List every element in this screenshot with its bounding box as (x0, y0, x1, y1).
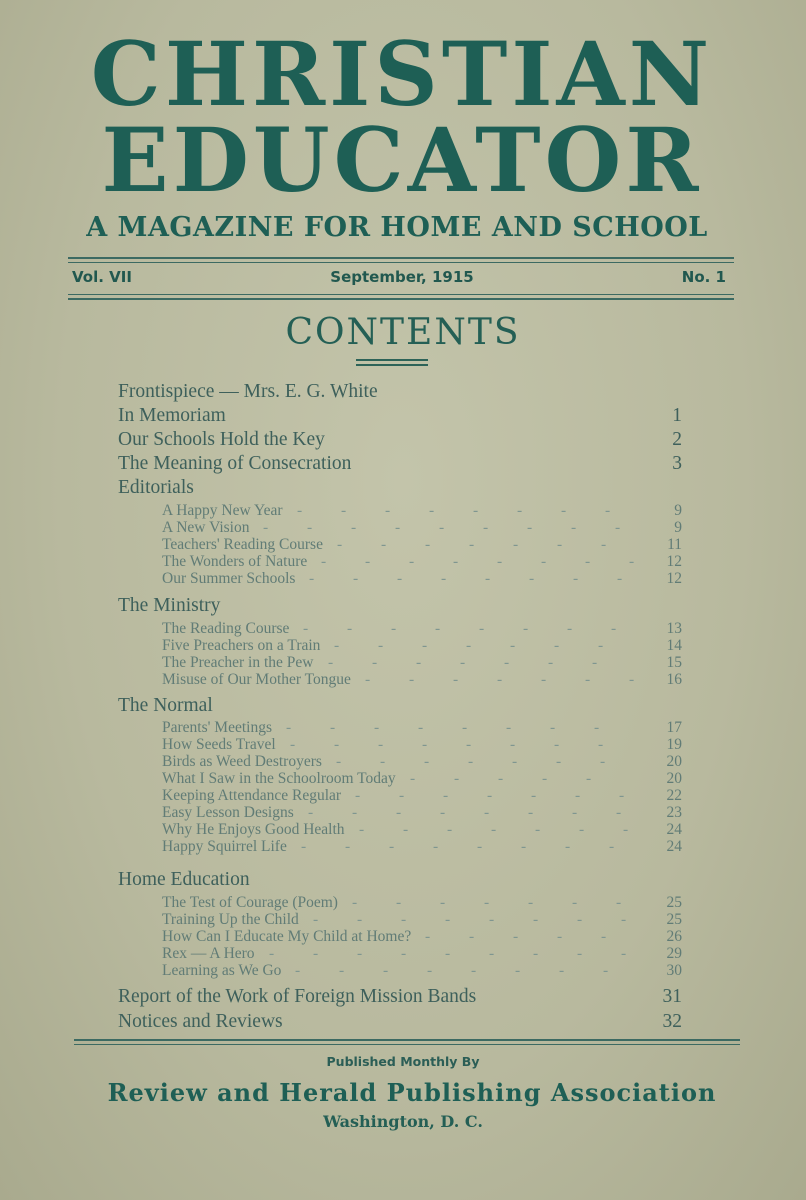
leader-dash: - (336, 753, 342, 770)
toc-entry-title: Parents' Meetings (162, 719, 272, 736)
leader-dash: - (541, 553, 547, 570)
toc-entry-title: How Seeds Travel (162, 736, 276, 753)
leader-dash: - (297, 502, 303, 519)
toc-entry (118, 986, 682, 1008)
leader-dash: - (473, 502, 479, 519)
leader-dash: - (353, 570, 359, 587)
leader-dash: - (471, 962, 477, 979)
leader-dash: - (498, 770, 504, 787)
leader-dash: - (425, 928, 431, 945)
leader-dash: - (611, 620, 617, 637)
toc-entry-title: Learning as We Go (162, 962, 282, 979)
divider-rule (74, 1044, 740, 1045)
toc-entry-title: Misuse of Our Mother Tongue (162, 671, 351, 688)
leader-dash: - (573, 570, 579, 587)
leader-dash: - (477, 838, 483, 855)
leader-dash: - (515, 962, 521, 979)
leader-dash: - (487, 787, 493, 804)
contents-underline (356, 364, 428, 366)
leader-dash: - (617, 570, 623, 587)
leader-dash: - (575, 787, 581, 804)
toc-entry (118, 595, 682, 617)
leader-dash: - (389, 838, 395, 855)
leader-dash: - (339, 962, 345, 979)
leader-dash: - (483, 519, 489, 536)
leader-dash: - (396, 804, 402, 821)
toc-entry-page: 12 (666, 553, 682, 570)
leader-dash: - (601, 928, 607, 945)
leader-dash: - (577, 945, 583, 962)
toc-entry (118, 405, 682, 427)
toc-entry-title: Our Summer Schools (162, 570, 296, 587)
toc-entry (118, 695, 682, 717)
leader-dash: - (395, 519, 401, 536)
toc-entry-page: 32 (662, 1011, 682, 1032)
leader-dash: - (550, 719, 556, 736)
leader-dash: - (556, 753, 562, 770)
leader-dash: - (468, 753, 474, 770)
leader-dash: - (523, 620, 529, 637)
toc-entry-page: 9 (674, 519, 682, 536)
leader-dash: - (410, 770, 416, 787)
leader-dash: - (269, 945, 275, 962)
leader-dash: - (629, 671, 635, 688)
toc-entry-title: The Wonders of Nature (162, 553, 308, 570)
leader-dash: - (594, 719, 600, 736)
leader-dash: - (466, 637, 472, 654)
leader-dash: - (330, 719, 336, 736)
leader-dash: - (357, 945, 363, 962)
leader-dash: - (517, 502, 523, 519)
leader-dash: - (286, 719, 292, 736)
leader-dash: - (425, 536, 431, 553)
leader-dash: - (385, 502, 391, 519)
leader-dash: - (460, 654, 466, 671)
divider-rule (74, 1039, 740, 1041)
toc-entry-title: The Meaning of Consecration (118, 453, 352, 474)
leader-dash: - (290, 736, 296, 753)
leader-dash: - (565, 838, 571, 855)
leader-dash: - (439, 519, 445, 536)
leader-dash: - (616, 804, 622, 821)
leader-dash: - (469, 928, 475, 945)
leader-dash: - (403, 821, 409, 838)
leader-dash: - (619, 787, 625, 804)
masthead-title-line2: EDUCATOR (101, 108, 703, 212)
toc-entry (118, 477, 682, 499)
toc-entry-page: 22 (666, 787, 682, 804)
leader-dash: - (441, 570, 447, 587)
contents-heading: CONTENTS (285, 312, 521, 353)
leader-dash: - (381, 536, 387, 553)
leader-dash: - (629, 553, 635, 570)
leader-dash: - (559, 962, 565, 979)
leader-dash: - (355, 787, 361, 804)
toc-entry-title: Frontispiece — Mrs. E. G. White (118, 381, 378, 402)
leader-dash: - (365, 553, 371, 570)
leader-dash: - (445, 945, 451, 962)
leader-dash: - (453, 671, 459, 688)
leader-dash: - (579, 821, 585, 838)
toc-subentry (162, 962, 682, 984)
leader-dash: - (554, 736, 560, 753)
leader-dash: - (427, 962, 433, 979)
leader-dash: - (554, 637, 560, 654)
toc-entry-page: 30 (666, 962, 682, 979)
leader-dash: - (489, 911, 495, 928)
toc-entry-page: 24 (666, 838, 682, 855)
toc-entry-title: Keeping Attendance Regular (162, 787, 342, 804)
leader-dash: - (609, 838, 615, 855)
toc-entry-page: 12 (666, 570, 682, 587)
issue-number: No. 1 (681, 268, 726, 286)
leader-dash: - (585, 553, 591, 570)
leader-dash: - (359, 821, 365, 838)
leader-dash: - (592, 654, 598, 671)
leader-dash: - (513, 928, 519, 945)
leader-dash: - (313, 945, 319, 962)
divider-rule (68, 262, 734, 263)
leader-dash: - (309, 570, 315, 587)
leader-dash: - (623, 821, 629, 838)
masthead-subtitle: A MAGAZINE FOR HOME AND SCHOOL (86, 212, 708, 243)
toc-entry-page: 14 (666, 637, 682, 654)
leader-dash: - (535, 821, 541, 838)
leader-dash: - (572, 804, 578, 821)
leader-dash: - (399, 787, 405, 804)
toc-entry-page: 15 (666, 654, 682, 671)
leader-dash: - (621, 911, 627, 928)
toc-entry (118, 381, 682, 403)
toc-entry-title: Five Preachers on a Train (162, 637, 321, 654)
issue-date: September, 1915 (330, 268, 474, 286)
leader-dash: - (365, 671, 371, 688)
leader-dash: - (409, 671, 415, 688)
toc-entry-page: 24 (666, 821, 682, 838)
leader-dash: - (401, 945, 407, 962)
toc-entry-page: 20 (666, 753, 682, 770)
toc-entry-title: Rex — A Hero (162, 945, 255, 962)
leader-dash: - (497, 671, 503, 688)
toc-entry-page: 9 (674, 502, 682, 519)
leader-dash: - (572, 894, 578, 911)
leader-dash: - (391, 620, 397, 637)
leader-dash: - (295, 962, 301, 979)
leader-dash: - (429, 502, 435, 519)
leader-dash: - (504, 654, 510, 671)
leader-dash: - (422, 736, 428, 753)
toc-entry-page: 11 (667, 536, 682, 553)
toc-entry-title: Happy Squirrel Life (162, 838, 287, 855)
published-line: Published Monthly By (326, 1054, 480, 1069)
leader-dash: - (337, 536, 343, 553)
leader-dash: - (345, 838, 351, 855)
leader-dash: - (374, 719, 380, 736)
toc-entry-page: 29 (666, 945, 682, 962)
leader-dash: - (409, 553, 415, 570)
leader-dash: - (443, 787, 449, 804)
leader-dash: - (445, 911, 451, 928)
toc-entry-page: 3 (672, 453, 682, 474)
toc-entry-title: Notices and Reviews (118, 1011, 283, 1032)
toc-entry-title: Training Up the Child (162, 911, 299, 928)
toc-entry-title: Birds as Weed Destroyers (162, 753, 322, 770)
leader-dash: - (542, 770, 548, 787)
toc-entry-title: Report of the Work of Foreign Mission Bands (118, 986, 477, 1007)
leader-dash: - (512, 753, 518, 770)
toc-entry (118, 453, 682, 475)
leader-dash: - (440, 804, 446, 821)
leader-dash: - (263, 519, 269, 536)
leader-dash: - (510, 736, 516, 753)
leader-dash: - (541, 671, 547, 688)
leader-dash: - (380, 753, 386, 770)
toc-entry (118, 869, 682, 891)
leader-dash: - (383, 962, 389, 979)
leader-dash: - (533, 911, 539, 928)
leader-dash: - (351, 519, 357, 536)
toc-entry-title: The Reading Course (162, 620, 290, 637)
toc-entry-title: The Normal (118, 695, 213, 716)
leader-dash: - (307, 519, 313, 536)
leader-dash: - (616, 894, 622, 911)
divider-rule (68, 257, 734, 259)
toc-entry-title: In Memoriam (118, 405, 226, 426)
leader-dash: - (422, 637, 428, 654)
leader-dash: - (397, 570, 403, 587)
leader-dash: - (521, 838, 527, 855)
toc-entry (118, 429, 682, 451)
leader-dash: - (571, 519, 577, 536)
toc-entry-page: 25 (666, 911, 682, 928)
leader-dash: - (484, 804, 490, 821)
toc-entry-title: Why He Enjoys Good Health (162, 821, 345, 838)
toc-entry-title: Easy Lesson Designs (162, 804, 294, 821)
contents-underline (356, 359, 428, 361)
leader-dash: - (396, 894, 402, 911)
leader-dash: - (352, 804, 358, 821)
leader-dash: - (328, 654, 334, 671)
leader-dash: - (308, 804, 314, 821)
publisher-city: Washington, D. C. (323, 1112, 483, 1131)
leader-dash: - (435, 620, 441, 637)
leader-dash: - (567, 620, 573, 637)
leader-dash: - (466, 736, 472, 753)
leader-dash: - (484, 894, 490, 911)
leader-dash: - (489, 945, 495, 962)
leader-dash: - (479, 620, 485, 637)
leader-dash: - (513, 536, 519, 553)
leader-dash: - (372, 654, 378, 671)
toc-entry-title: Editorials (118, 477, 194, 498)
leader-dash: - (424, 753, 430, 770)
leader-dash: - (528, 894, 534, 911)
leader-dash: - (453, 553, 459, 570)
divider-rule (68, 294, 734, 295)
toc-entry-page: 16 (666, 671, 682, 688)
leader-dash: - (440, 894, 446, 911)
leader-dash: - (352, 894, 358, 911)
toc-entry-title: A New Vision (162, 519, 250, 536)
leader-dash: - (600, 753, 606, 770)
toc-entry-title: The Ministry (118, 595, 221, 616)
leader-dash: - (334, 736, 340, 753)
toc-entry-page: 19 (666, 736, 682, 753)
toc-entry-title: The Preacher in the Pew (162, 654, 314, 671)
toc-entry-title: Teachers' Reading Course (162, 536, 323, 553)
leader-dash: - (548, 654, 554, 671)
leader-dash: - (598, 736, 604, 753)
leader-dash: - (585, 671, 591, 688)
leader-dash: - (561, 502, 567, 519)
toc-entry-title: What I Saw in the Schoolroom Today (162, 770, 396, 787)
leader-dash: - (378, 637, 384, 654)
leader-dash: - (341, 502, 347, 519)
toc-entry-page: 2 (672, 429, 682, 450)
leader-dash: - (598, 637, 604, 654)
toc-entry-title: Our Schools Hold the Key (118, 429, 325, 450)
leader-dash: - (303, 620, 309, 637)
leader-dash: - (601, 536, 607, 553)
masthead-title-line1: CHRISTIAN (90, 22, 714, 126)
leader-dash: - (321, 553, 327, 570)
toc-entry-page: 23 (666, 804, 682, 821)
issue-volume: Vol. VII (72, 268, 132, 286)
leader-dash: - (418, 719, 424, 736)
leader-dash: - (506, 719, 512, 736)
divider-rule (68, 298, 734, 300)
leader-dash: - (491, 821, 497, 838)
toc-entry-page: 31 (662, 986, 682, 1007)
toc-entry-page: 25 (666, 894, 682, 911)
publisher-name: Review and Herald Publishing Association (107, 1078, 717, 1107)
toc-entry (118, 1011, 682, 1033)
leader-dash: - (497, 553, 503, 570)
leader-dash: - (416, 654, 422, 671)
toc-subentry (162, 671, 682, 693)
leader-dash: - (603, 962, 609, 979)
leader-dash: - (334, 637, 340, 654)
leader-dash: - (462, 719, 468, 736)
leader-dash: - (615, 519, 621, 536)
leader-dash: - (454, 770, 460, 787)
toc-entry-title: A Happy New Year (162, 502, 283, 519)
leader-dash: - (557, 928, 563, 945)
toc-entry-page: 26 (666, 928, 682, 945)
leader-dash: - (527, 519, 533, 536)
leader-dash: - (469, 536, 475, 553)
leader-dash: - (301, 838, 307, 855)
leader-dash: - (378, 736, 384, 753)
leader-dash: - (605, 502, 611, 519)
leader-dash: - (510, 637, 516, 654)
toc-entry-title: Home Education (118, 869, 250, 890)
leader-dash: - (433, 838, 439, 855)
leader-dash: - (621, 945, 627, 962)
leader-dash: - (557, 536, 563, 553)
leader-dash: - (447, 821, 453, 838)
leader-dash: - (577, 911, 583, 928)
leader-dash: - (529, 570, 535, 587)
leader-dash: - (401, 911, 407, 928)
leader-dash: - (313, 911, 319, 928)
toc-entry-title: How Can I Educate My Child at Home? (162, 928, 412, 945)
leader-dash: - (347, 620, 353, 637)
leader-dash: - (357, 911, 363, 928)
toc-entry-page: 1 (672, 405, 682, 426)
leader-dash: - (485, 570, 491, 587)
leader-dash: - (586, 770, 592, 787)
toc-entry-page: 13 (666, 620, 682, 637)
leader-dash: - (531, 787, 537, 804)
leader-dash: - (528, 804, 534, 821)
toc-subentry (162, 838, 682, 860)
toc-entry-page: 17 (666, 719, 682, 736)
toc-entry-title: The Test of Courage (Poem) (162, 894, 338, 911)
toc-subentry (162, 570, 682, 592)
toc-entry-page: 20 (666, 770, 682, 787)
leader-dash: - (533, 945, 539, 962)
